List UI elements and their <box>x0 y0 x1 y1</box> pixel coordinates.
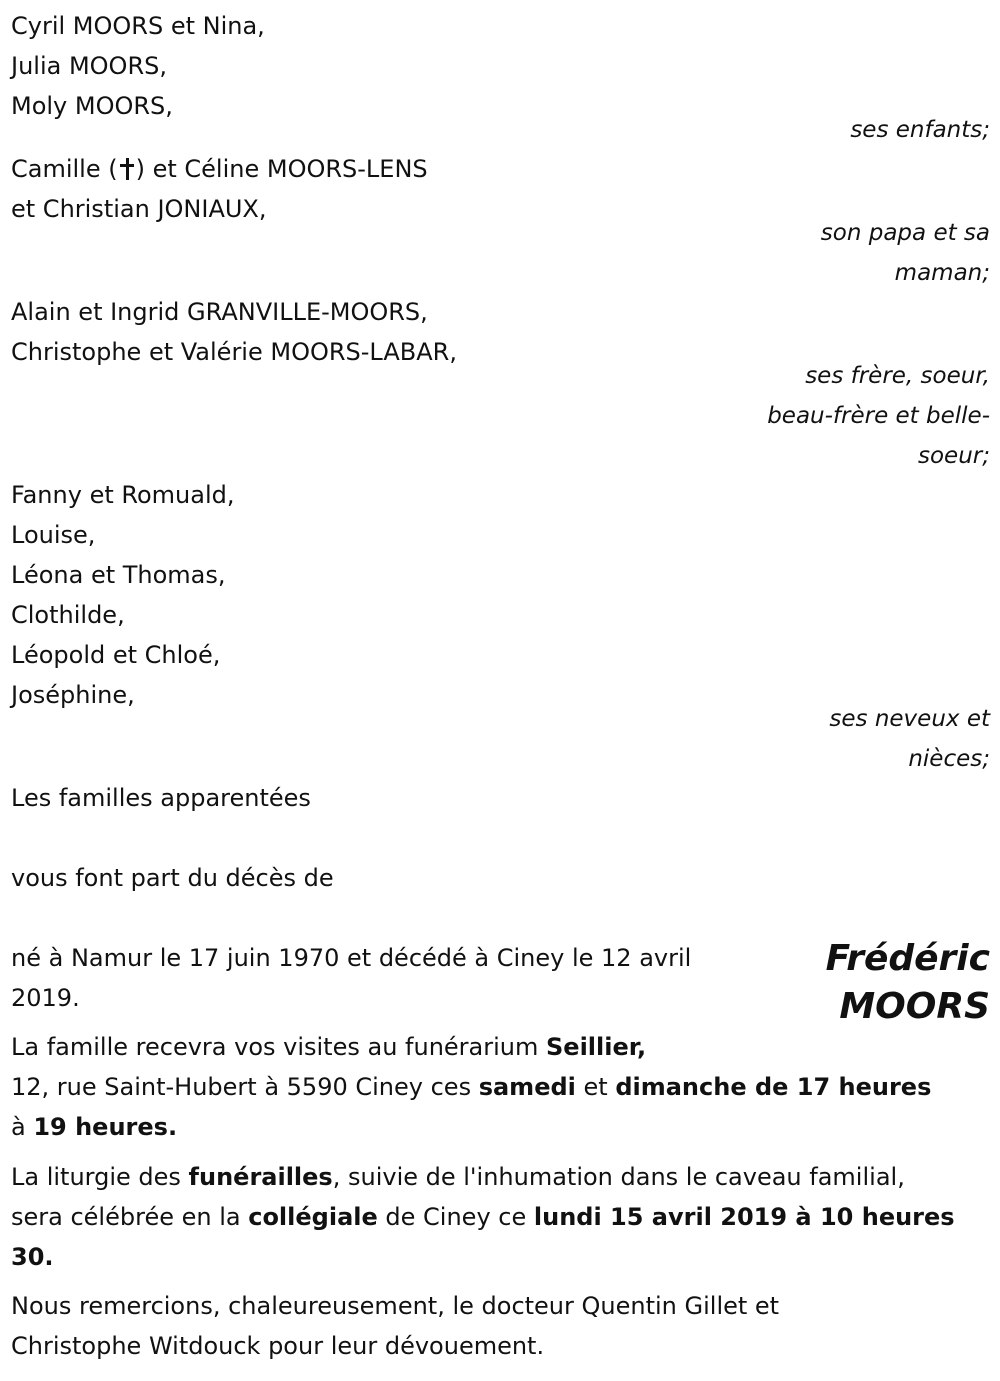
child-name-line: Julia MOORS, <box>11 52 167 80</box>
funeral-text: sera célébrée en la <box>11 1203 249 1231</box>
birth-death-line: né à Namur le 17 juin 1970 et décédé à Ciney le 12 avril <box>11 944 692 972</box>
relation-siblings: beau-frère et belle- <box>767 403 990 429</box>
child-name-line: Cyril MOORS et Nina, <box>11 12 265 40</box>
related-families: Les familles apparentées <box>11 784 311 812</box>
funeral-line-2 <box>11 1197 955 1237</box>
deceased-last-name: MOORS <box>839 986 990 1027</box>
funeral-text: de Ciney ce <box>377 1203 534 1231</box>
visits-line-1 <box>11 1027 646 1067</box>
funeral-line-3 <box>11 1237 54 1277</box>
child-name-line: Moly MOORS, <box>11 92 173 120</box>
parents-line-1 <box>11 149 428 189</box>
nephew-name-line: Léopold et Chloé, <box>11 641 221 669</box>
visits-text: La famille recevra vos visites au funérarium <box>11 1033 546 1061</box>
relation-parents: son papa et sa <box>820 220 990 246</box>
relation-nephews: nièces; <box>908 746 990 772</box>
funeral-time-end: 30. <box>11 1243 54 1271</box>
nephew-name-line: Clothilde, <box>11 601 125 629</box>
funerarium-name: Seillier, <box>546 1033 647 1061</box>
thanks-line: Nous remercions, chaleureusement, le docteur Quentin Gillet et <box>11 1292 780 1320</box>
deceased-first-name: Frédéric <box>825 938 990 979</box>
latin-cross-icon <box>120 158 134 180</box>
sibling-name-line: Christophe et Valérie MOORS-LABAR, <box>11 338 457 366</box>
visits-end-time: 19 heures. <box>33 1113 178 1141</box>
birth-death-line: 2019. <box>11 984 80 1012</box>
visits-day-time: dimanche de 17 heures <box>615 1073 932 1101</box>
visits-text: et <box>575 1073 616 1101</box>
nephew-name-line: Louise, <box>11 521 96 549</box>
parents-text-b: ) et Céline MOORS-LENS <box>135 155 428 183</box>
parents-text-a: Camille ( <box>11 155 118 183</box>
relation-nephews: ses neveux et <box>829 706 990 732</box>
relation-parents: maman; <box>894 260 990 286</box>
funeral-keyword: funérailles <box>188 1163 333 1191</box>
sibling-name-line: Alain et Ingrid GRANVILLE-MOORS, <box>11 298 428 326</box>
funeral-text: , suivie de l'inhumation dans le caveau familial, <box>332 1163 905 1191</box>
nephew-name-line: Joséphine, <box>11 681 135 709</box>
funeral-text: La liturgie des <box>11 1163 189 1191</box>
visits-day: samedi <box>478 1073 576 1101</box>
funeral-line-1 <box>11 1157 905 1197</box>
visits-text: 12, rue Saint-Hubert à 5590 Ciney ces <box>11 1073 479 1101</box>
funeral-place: collégiale <box>248 1203 378 1231</box>
parents-line-2: et Christian JONIAUX, <box>11 195 267 223</box>
visits-text: à <box>11 1113 34 1141</box>
relation-siblings: soeur; <box>918 443 990 469</box>
relation-siblings: ses frère, soeur, <box>805 363 990 389</box>
funeral-date-time: lundi 15 avril 2019 à 10 heures <box>533 1203 955 1231</box>
visits-line-3 <box>11 1107 177 1147</box>
relation-children: ses enfants; <box>850 117 990 143</box>
thanks-line: Christophe Witdouck pour leur dévouement. <box>11 1332 545 1360</box>
nephew-name-line: Léona et Thomas, <box>11 561 226 589</box>
announcement: vous font part du décès de <box>11 864 334 892</box>
nephew-name-line: Fanny et Romuald, <box>11 481 235 509</box>
visits-line-2 <box>11 1067 931 1107</box>
